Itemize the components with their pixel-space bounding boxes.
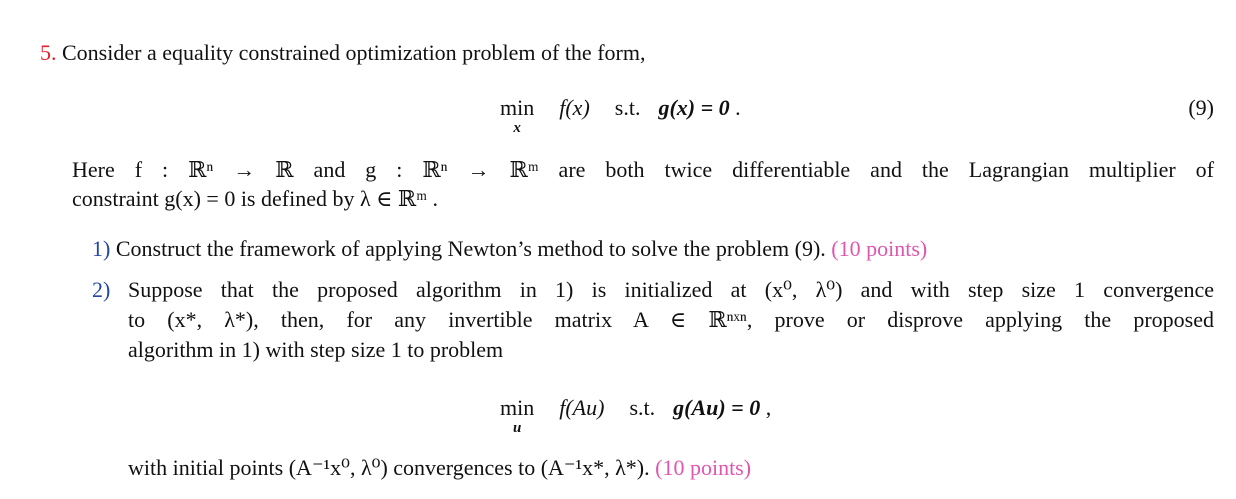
equation-9-end: . <box>735 95 741 120</box>
item-1 <box>92 236 1236 262</box>
here-line-2: constraint g(x) = 0 is defined by λ ∈ ℝᵐ . <box>72 186 438 211</box>
equation-9-min-var: x <box>513 120 521 136</box>
item-2-equation-end: , <box>765 395 772 420</box>
equation-9-st: s.t. <box>614 95 641 120</box>
item-2-line-1: Suppose that the proposed algorithm in 1) is initialized at (x⁰, λ⁰) and with step size 1 convergence <box>128 277 1214 302</box>
equation-9-body <box>500 95 741 136</box>
problem-number: 5. <box>40 40 57 65</box>
item-2-points: (10 points) <box>655 455 752 480</box>
equation-9-min: min x <box>500 95 535 136</box>
item-2-line-2: to (x*, λ*), then, for any invertible matrix A ∈ ℝⁿˣⁿ, prove or disprove applying the proposed <box>128 307 1214 332</box>
item-2-tail-text: with initial points (A⁻¹x⁰, λ⁰) convergences to (A⁻¹x*, λ*). <box>128 455 650 480</box>
problem-intro-text: Consider a equality constrained optimization problem of the form, <box>62 40 646 65</box>
item-1-points: (10 points) <box>831 236 928 261</box>
item-2-marker: 2) <box>92 277 111 302</box>
equation-9-constraint: g(x) = 0 <box>658 95 730 120</box>
item-2-equation-st: s.t. <box>629 395 656 420</box>
equation-9-label: (9) <box>1188 95 1214 120</box>
item-1-marker: 1) <box>92 236 111 261</box>
item-2-equation-min: min u <box>500 395 535 436</box>
here-line-1: Here f : ℝⁿ → ℝ and g : ℝⁿ → ℝᵐ are both twice differentiable and the Lagrangian multiplier of <box>72 157 1214 182</box>
item-2-equation-constraint: g(Au) = 0 <box>673 395 761 420</box>
item-2-line-3: algorithm in 1) with step size 1 to problem <box>128 337 504 362</box>
item-2-tail <box>128 455 1236 481</box>
item-1-text: Construct the framework of applying Newton’s method to solve the problem (9). <box>115 236 826 261</box>
item-2-equation-min-var: u <box>512 420 522 436</box>
item-2-equation-body <box>500 395 772 436</box>
problem-intro-line <box>40 40 1236 66</box>
item-2-equation-objective: f(Au) <box>559 395 605 420</box>
equation-9-objective: f(x) <box>559 95 590 120</box>
